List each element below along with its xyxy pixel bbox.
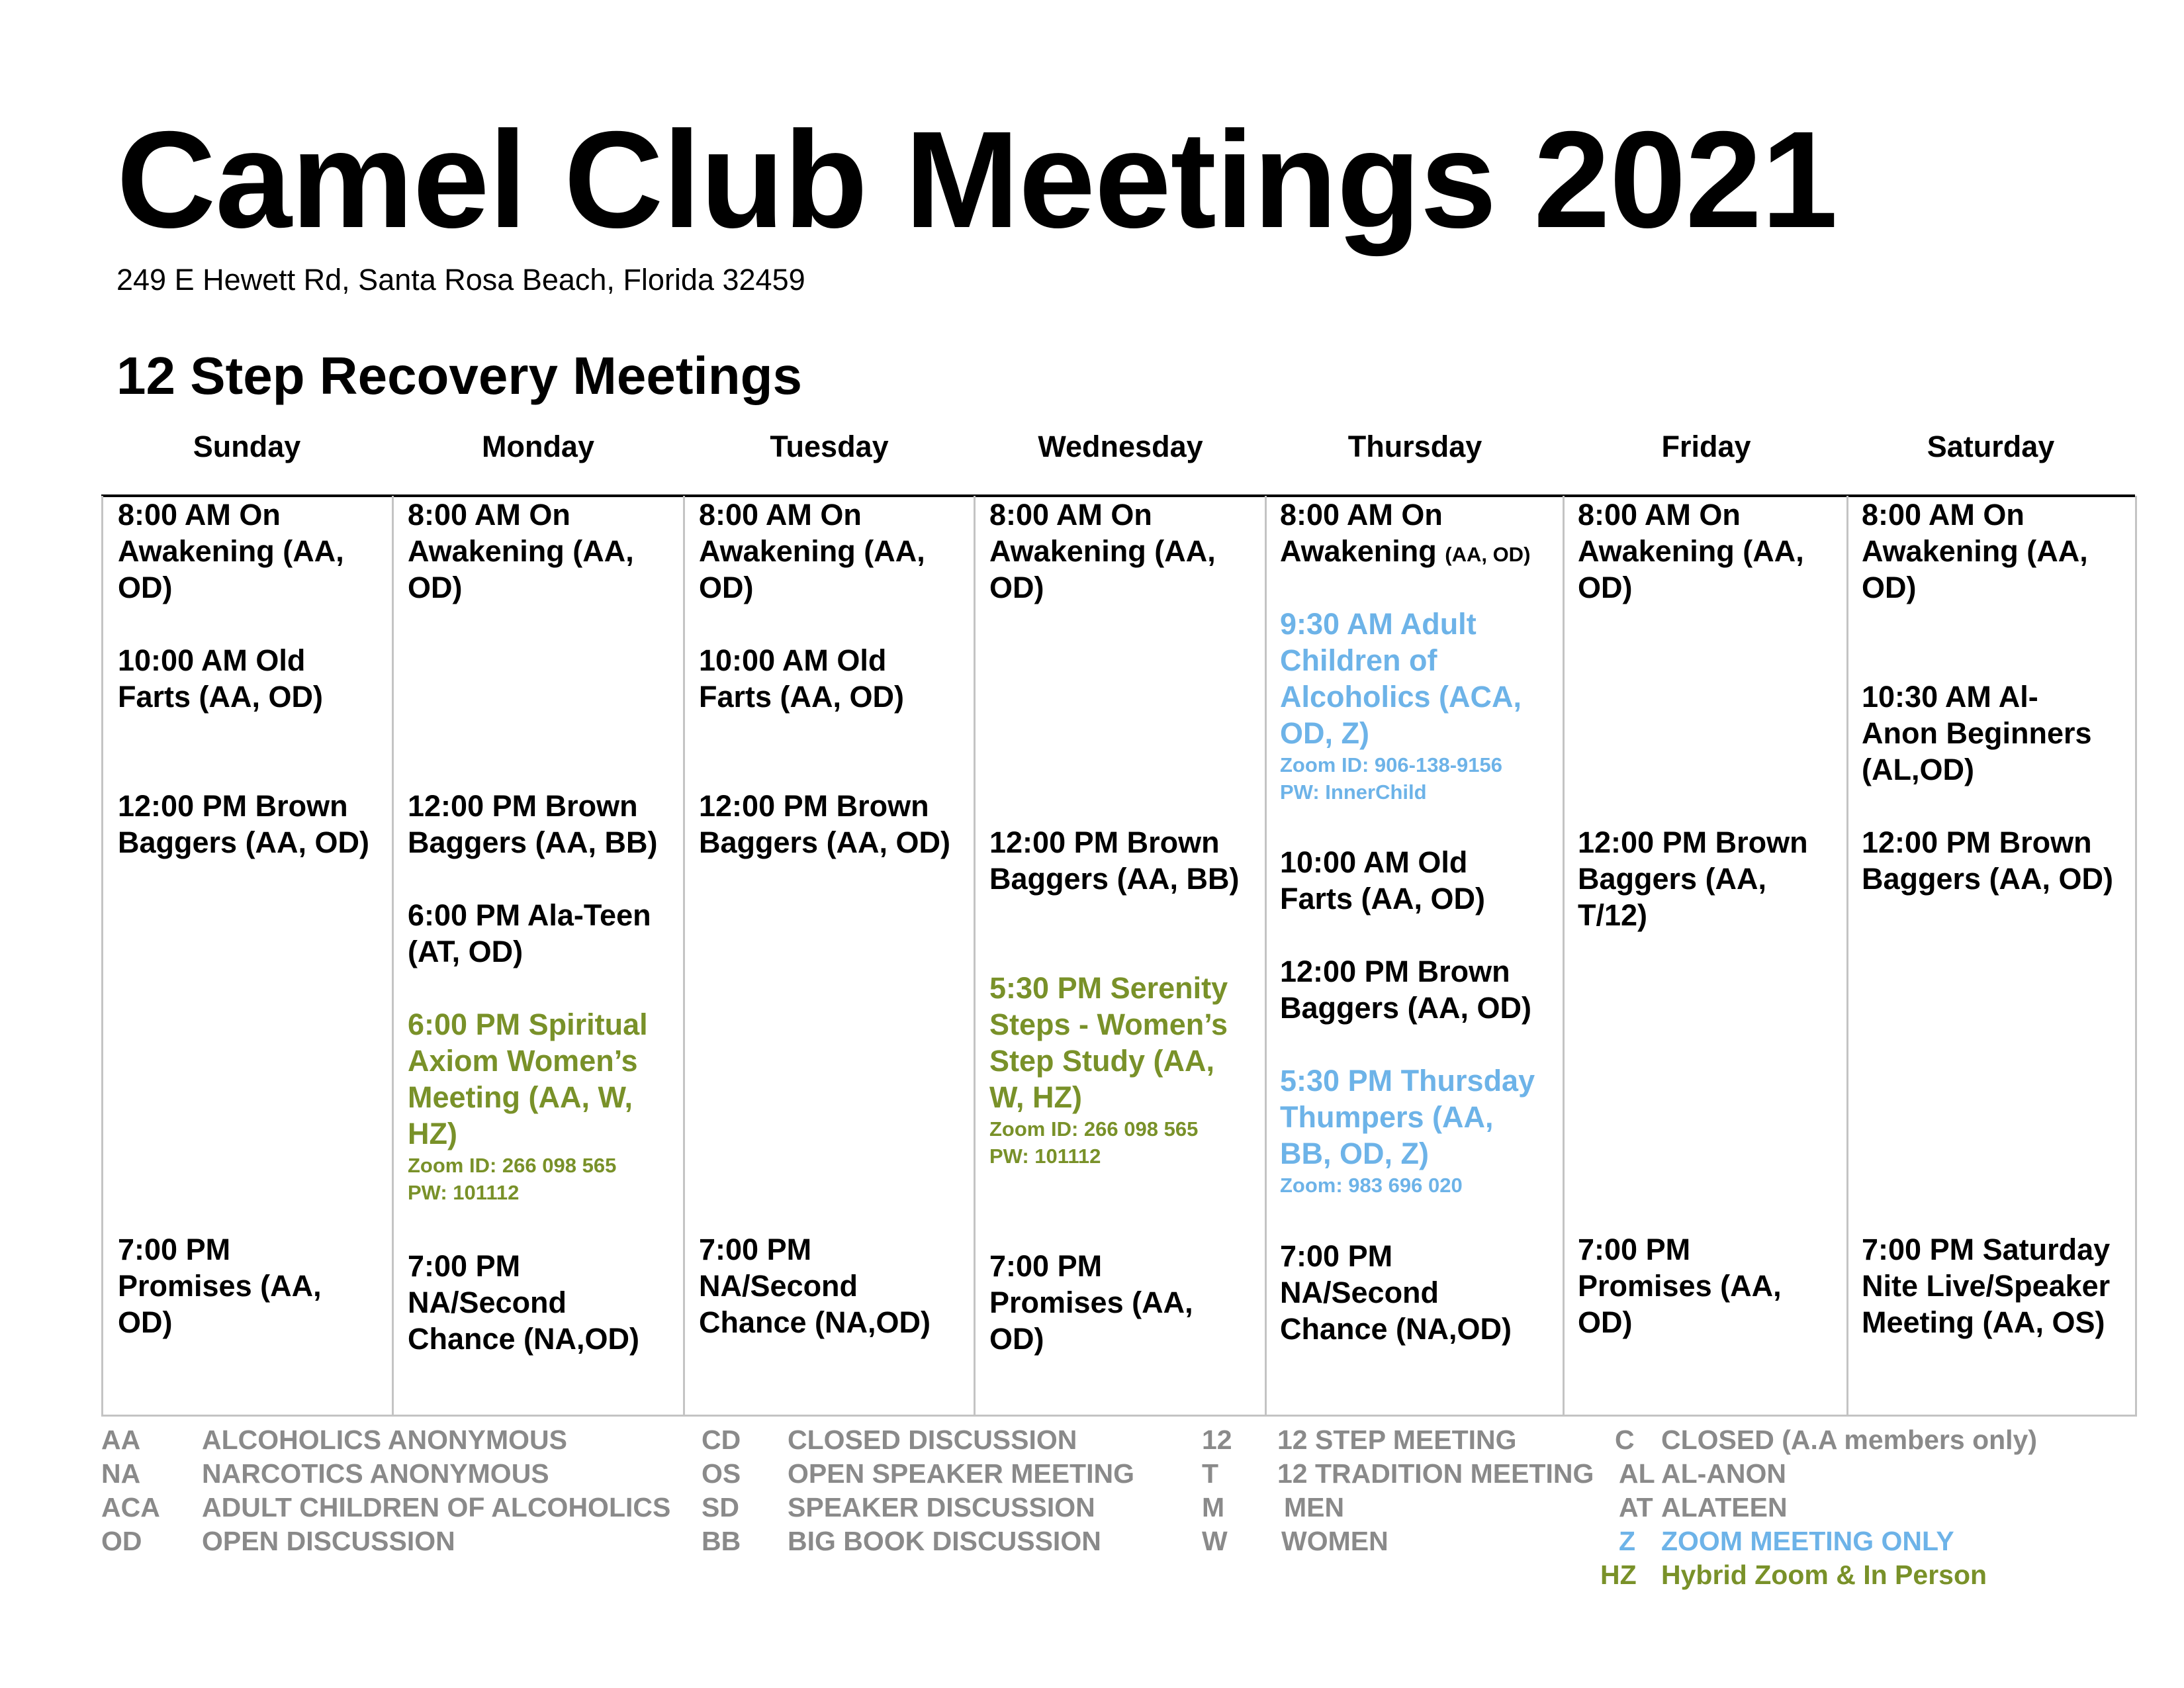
meeting-entry: 7:00 PM NA/Second Chance (NA,OD) [699, 1233, 931, 1339]
column-divider [101, 496, 103, 1417]
zoom-details [408, 1152, 679, 1206]
meeting-entry: 12:00 PM Brown Baggers (AA, OD) [699, 789, 951, 859]
column-thursday [1280, 496, 1561, 1414]
day-header-thursday: Thursday [1347, 430, 1482, 463]
legend-desc: 12 TRADITION MEETING [1277, 1458, 1594, 1489]
meeting-entry: 8:00 AM On Awakening (AA, OD) [1578, 498, 1804, 604]
meeting-entry: 8:00 AM On Awakening (AA, OD) [118, 498, 344, 604]
meeting-entry: 10:00 AM Old Farts (AA, OD) [1280, 845, 1486, 915]
meeting-entry: 7:00 PM Promises (AA, OD) [118, 1233, 322, 1339]
zoom-details [1280, 1172, 1561, 1199]
meeting-entry: 5:30 PM Thursday Thumpers (AA, BB, OD, Z) [1280, 1064, 1535, 1170]
meeting-entry: 7:00 PM Promises (AA, OD) [989, 1249, 1193, 1356]
legend-code: W [1202, 1526, 1228, 1556]
meeting-entry: 12:00 PM Brown Baggers (AA, T/12) [1578, 825, 1808, 932]
schedule-bottom-rule [101, 1415, 2135, 1417]
legend-desc: CLOSED DISCUSSION [788, 1425, 1077, 1455]
zoom-details [1280, 751, 1561, 806]
column-monday [408, 496, 679, 1414]
day-header-sunday: Sunday [193, 430, 301, 463]
legend-code: ACA [101, 1492, 160, 1523]
meeting-entry: 8:00 AM On Awakening (AA, OD) [699, 498, 925, 604]
column-friday [1578, 496, 1843, 1414]
legend-code: 12 [1202, 1425, 1232, 1455]
column-tuesday [699, 496, 970, 1414]
day-header-wednesday: Wednesday [1038, 430, 1203, 463]
column-wednesday [989, 496, 1261, 1414]
legend-code: HZ [1600, 1560, 1637, 1590]
legend-code: OD [101, 1526, 142, 1556]
column-divider [1563, 496, 1565, 1417]
legend-code: AL [1619, 1458, 1655, 1489]
legend-code: C [1615, 1425, 1635, 1455]
legend-desc: WOMEN [1281, 1526, 1388, 1556]
legend-code: CD [702, 1425, 741, 1455]
legend-desc: ALCOHOLICS ANONYMOUS [202, 1425, 567, 1455]
zoom-details [989, 1115, 1261, 1170]
meeting-entry [1280, 496, 1561, 573]
legend-code: M [1202, 1492, 1225, 1523]
meeting-entry: 10:00 AM Old Farts (AA, OD) [699, 643, 905, 714]
meeting-entry: 12:00 PM Brown Baggers (AA, OD) [1280, 955, 1532, 1025]
legend-desc: OPEN DISCUSSION [202, 1526, 455, 1556]
meeting-entry: 12:00 PM Brown Baggers (AA, BB) [408, 789, 658, 859]
meeting-entry: 12:00 PM Brown Baggers (AA, BB) [989, 825, 1240, 896]
legend-desc: CLOSED (A.A members only) [1661, 1425, 2038, 1455]
day-header-saturday: Saturday [1927, 430, 2055, 463]
column-divider [683, 496, 685, 1417]
meeting-entry: 6:00 PM Ala-Teen (AT, OD) [408, 898, 651, 968]
meeting-entry: 9:30 AM Adult Children of Alcoholics (ACA, OD, Z) [1280, 607, 1522, 750]
meeting-entry: 8:00 AM On Awakening (AA, OD) [989, 498, 1216, 604]
column-divider [392, 496, 394, 1417]
day-header-monday: Monday [481, 430, 594, 463]
page-title: Camel Club Meetings 2021 [116, 103, 1837, 257]
zoom-details-text: Zoom: 983 696 020 [1280, 1174, 1463, 1197]
legend-desc: OPEN SPEAKER MEETING [788, 1458, 1134, 1489]
legend-code: T [1202, 1458, 1219, 1489]
day-header-friday: Friday [1661, 430, 1751, 463]
column-sunday [118, 496, 389, 1414]
meeting-entry: 7:00 PM NA/Second Chance (NA,OD) [1280, 1239, 1512, 1346]
meeting-entry: 5:30 PM Serenity Steps - Women’s Step Study (AA, W, HZ) [989, 971, 1228, 1114]
legend-code: OS [702, 1458, 741, 1489]
legend-desc: AL-ANON [1661, 1458, 1787, 1489]
column-divider [974, 496, 976, 1417]
column-saturday [1862, 496, 2133, 1414]
meeting-entry: 10:30 AM Al- Anon Beginners (AL,OD) [1862, 680, 2092, 786]
address: 249 E Hewett Rd, Santa Rosa Beach, Florida 32459 [116, 263, 805, 297]
legend-desc: ALATEEN [1661, 1492, 1788, 1523]
zoom-details-text: Zoom ID: 266 098 565 PW: 101112 [408, 1154, 617, 1204]
section-subtitle: 12 Step Recovery Meetings [116, 346, 802, 405]
meeting-entry: 7:00 PM Promises (AA, OD) [1578, 1233, 1782, 1339]
zoom-details-text: Zoom ID: 266 098 565 PW: 101112 [989, 1117, 1199, 1168]
meeting-entry: 8:00 AM On Awakening (AA, OD) [408, 498, 634, 604]
meeting-entry: 10:00 AM Old Farts (AA, OD) [118, 643, 324, 714]
column-divider [1265, 496, 1267, 1417]
legend-desc: 12 STEP MEETING [1277, 1425, 1517, 1455]
zoom-details-text: Zoom ID: 906-138-9156 PW: InnerChild [1280, 753, 1502, 804]
legend-desc: NARCOTICS ANONYMOUS [202, 1458, 549, 1489]
legend-code: SD [702, 1492, 739, 1523]
legend-code: BB [702, 1526, 741, 1556]
meeting-entry: 7:00 PM NA/Second Chance (NA,OD) [408, 1249, 640, 1356]
meeting-entry-text: 8:00 AM On Awakening [1280, 498, 1443, 568]
legend-desc: MEN [1284, 1492, 1345, 1523]
legend-code: NA [101, 1458, 141, 1489]
meeting-entry: 8:00 AM On Awakening (AA, OD) [1862, 498, 2088, 604]
legend-desc: ZOOM MEETING ONLY [1661, 1526, 1954, 1556]
legend-code: Z [1619, 1526, 1636, 1556]
legend-desc: Hybrid Zoom & In Person [1661, 1560, 1987, 1590]
column-divider [1846, 496, 1848, 1417]
meeting-entry-codes: (AA, OD) [1445, 543, 1531, 566]
legend-code: AA [101, 1425, 141, 1455]
legend-desc: BIG BOOK DISCUSSION [788, 1526, 1101, 1556]
legend-desc: SPEAKER DISCUSSION [788, 1492, 1095, 1523]
meeting-entry: 12:00 PM Brown Baggers (AA, OD) [1862, 825, 2114, 896]
meeting-entry: 12:00 PM Brown Baggers (AA, OD) [118, 789, 370, 859]
column-divider [2135, 496, 2137, 1417]
meeting-entry: 7:00 PM Saturday Nite Live/Speaker Meeting (AA, OS) [1862, 1233, 2111, 1339]
day-header-tuesday: Tuesday [770, 430, 889, 463]
legend-desc: ADULT CHILDREN OF ALCOHOLICS [202, 1492, 671, 1523]
legend-code: AT [1619, 1492, 1653, 1523]
meeting-entry: 6:00 PM Spiritual Axiom Women’s Meeting (AA, W, HZ) [408, 1008, 648, 1150]
